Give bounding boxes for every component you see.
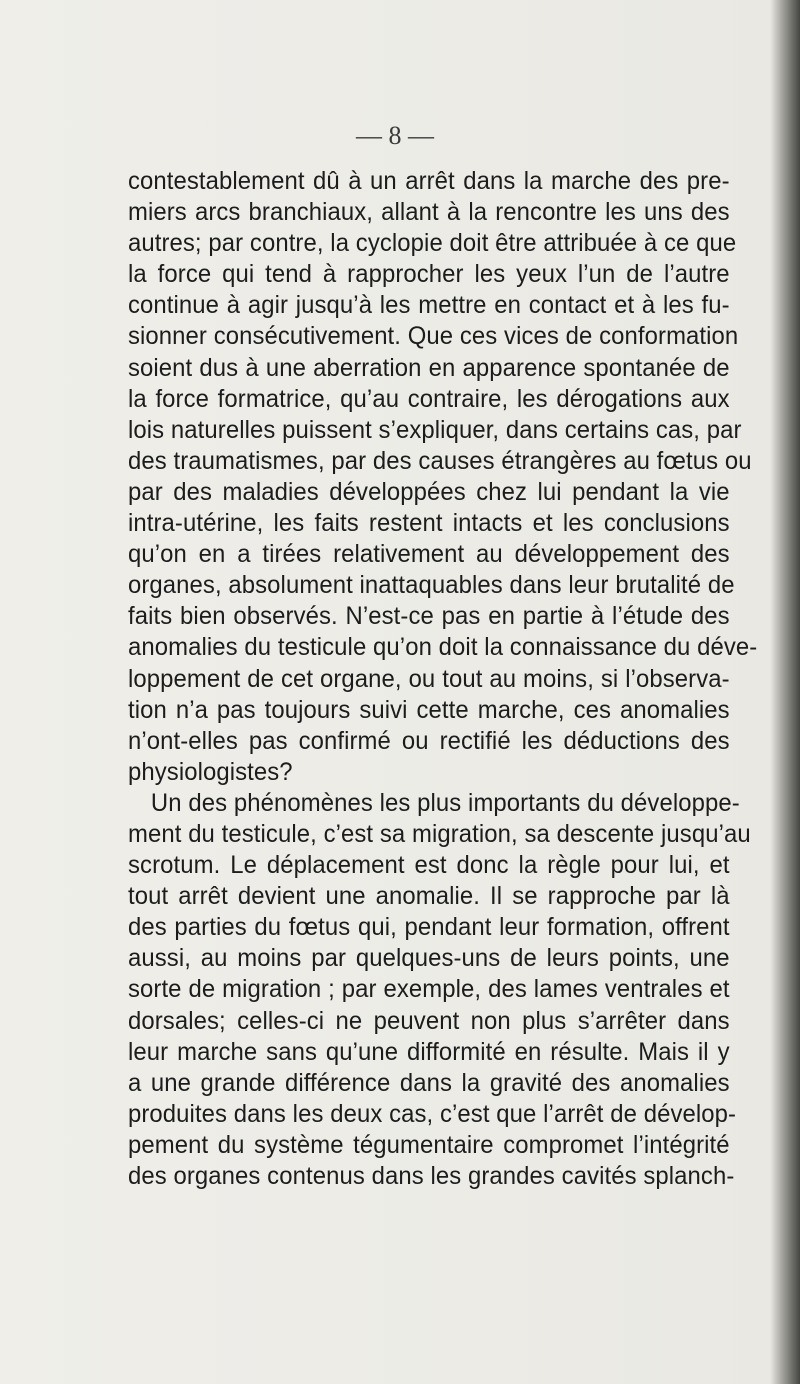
text-line: faits bien observés. N’est-ce pas en partie à l’étude des xyxy=(128,602,730,631)
text-line: soient dus à une aberration en apparence spontanée de xyxy=(128,353,730,382)
text-line: a une grande différence dans la gravité des anomalies xyxy=(128,1068,730,1097)
text-line: autres; par contre, la cyclopie doit être attribuée à ce que xyxy=(128,229,737,258)
text-line: la force qui tend à rapprocher les yeux l’un de l’autre xyxy=(128,260,730,289)
body-text xyxy=(128,166,758,1192)
text-line: organes, absolument inattaquables dans leur brutalité de xyxy=(128,571,735,600)
text-line: physiologistes? xyxy=(128,757,293,786)
page-number: — 8 — xyxy=(356,121,434,150)
text-line: continue à agir jusqu’à les mettre en contact et à les fu- xyxy=(128,291,730,320)
text-line: pement du système tégumentaire compromet l’intégrité xyxy=(128,1130,730,1159)
text-line: contestablement dû à un arrêt dans la marche des pre- xyxy=(128,167,730,195)
text-line: tion n’a pas toujours suivi cette marche, ces anomalies xyxy=(128,695,730,724)
text-line: scrotum. Le déplacement est donc la règle pour lui, et xyxy=(128,851,730,880)
text-line: par des maladies développées chez lui pendant la vie xyxy=(128,477,730,506)
text-line: des traumatismes, par des causes étrangères au fœtus ou xyxy=(128,446,752,475)
text-line: sionner consécutivement. Que ces vices de conformation xyxy=(128,322,739,351)
text-line: Un des phénomènes les plus importants du développe- xyxy=(150,788,740,817)
text-line: leur marche sans qu’une difformité en résulte. Mais il y xyxy=(128,1037,730,1066)
text-line: la force formatrice, qu’au contraire, les dérogations aux xyxy=(128,384,730,413)
text-line: des parties du fœtus qui, pendant leur formation, offrent xyxy=(128,913,730,942)
text-line: lois naturelles puissent s’expliquer, dans certains cas, par xyxy=(128,415,742,444)
text-line: sorte de migration ; par exemple, des lames ventrales et xyxy=(128,975,730,1004)
text-line: miers arcs branchiaux, allant à la rencontre les uns des xyxy=(128,198,730,227)
text-line: intra-utérine, les faits restent intacts et les conclusions xyxy=(128,509,730,538)
text-line: ment du testicule, c’est sa migration, sa descente jusqu’au xyxy=(128,819,751,848)
page-edge-shadow xyxy=(770,0,800,1384)
text-line: tout arrêt devient une anomalie. Il se rapproche par là xyxy=(128,882,730,911)
text-line: dorsales; celles-ci ne peuvent non plus s’arrêter dans xyxy=(128,1006,730,1035)
text-line: produites dans les deux cas, c’est que l’arrêt de dévelop- xyxy=(128,1099,737,1128)
text-line: loppement de cet organe, ou tout au moins, si l’observa- xyxy=(128,664,730,693)
text-line: qu’on en a tirées relativement au développement des xyxy=(128,540,730,569)
text-line: aussi, au moins par quelques-uns de leurs points, une xyxy=(128,944,730,973)
text-line: des organes contenus dans les grandes cavités splanch- xyxy=(128,1162,735,1190)
text-line: n’ont-elles pas confirmé ou rectifié les déductions des xyxy=(128,726,730,755)
text-line: anomalies du testicule qu’on doit la connaissance du déve- xyxy=(128,633,758,662)
